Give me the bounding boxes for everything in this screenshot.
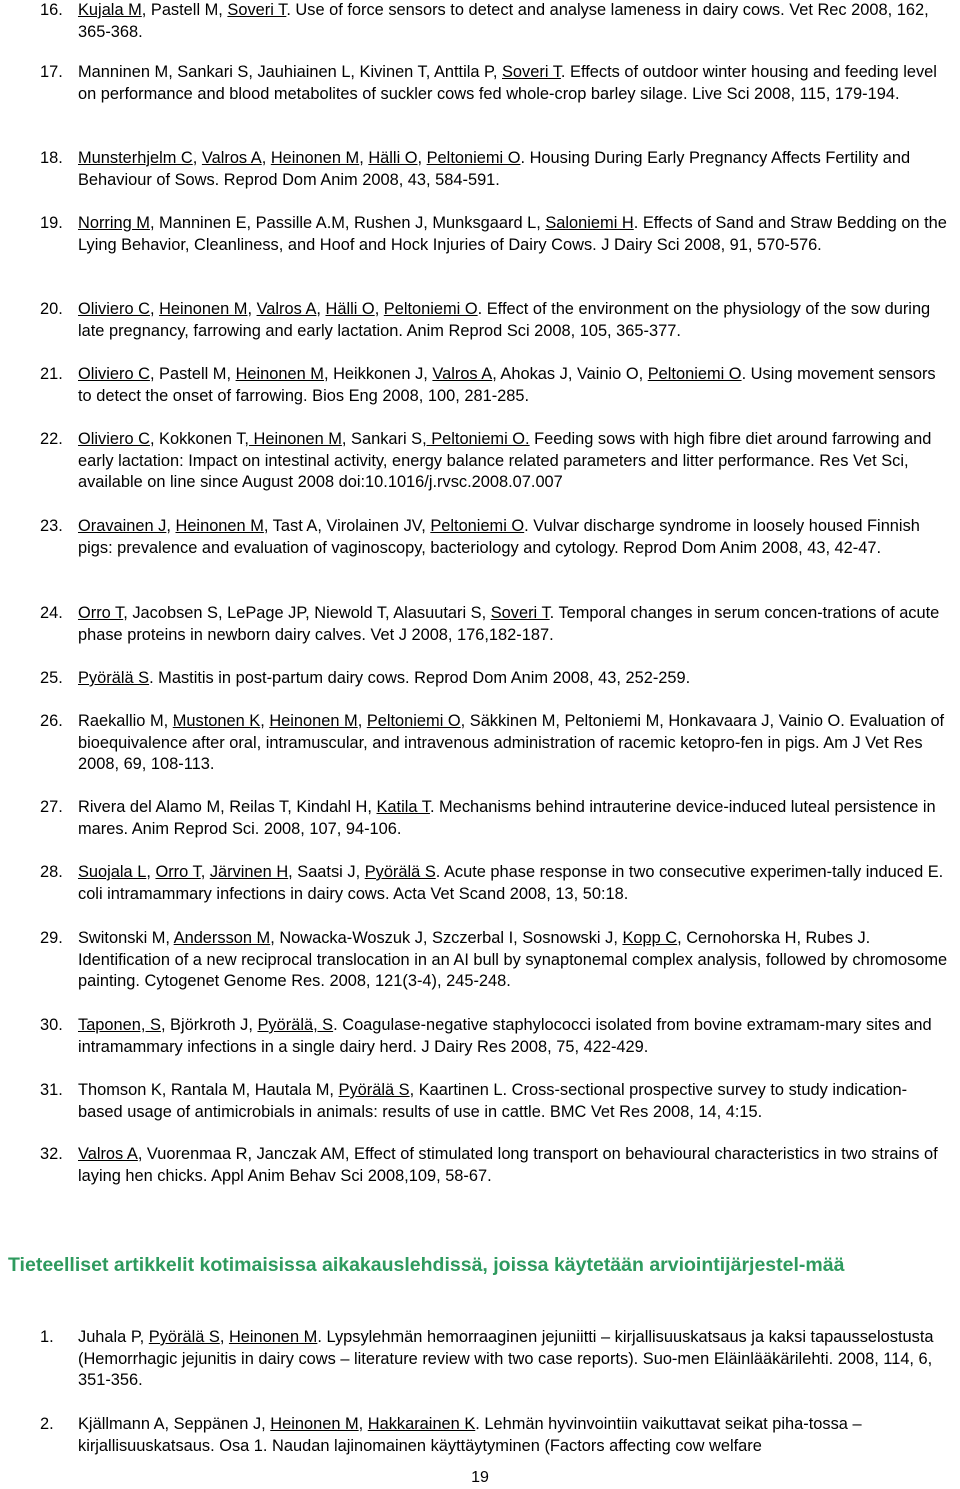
underlined-author: Andersson M <box>173 929 271 947</box>
underlined-author: Taponen, S <box>78 1016 161 1034</box>
reference-text-span: , <box>219 1328 229 1346</box>
underlined-author: Oliviero C <box>78 430 150 448</box>
reference-text-span: . Vulvar discharge syndrome in loosely housed Finnish pigs: prevalence and evaluation of vaginoscopy, bacteriology and cytology. Reprod Dom Anim 2008, 43, 42-47. <box>78 517 920 557</box>
underlined-author: Valros A <box>432 365 493 383</box>
underlined-author: Heinonen M <box>175 517 264 535</box>
reference-text <box>78 62 948 105</box>
reference-text-span: . Using movement sensors to detect the onset of farrowing. Bios Eng 2008, 100, 281-285. <box>78 365 936 405</box>
reference-text-span: , <box>358 1415 368 1433</box>
reference-text <box>78 603 948 646</box>
underlined-author: Valros A <box>201 149 262 167</box>
underlined-author: , Peltoniemi O. <box>422 430 530 448</box>
reference-text <box>78 148 948 191</box>
reference-text <box>78 928 948 993</box>
underlined-author: Pyörälä S <box>338 1081 410 1099</box>
reference-text-span: . Acute phase response in two consecutive experimen-tally induced E. coli intramammary infections in dairy cows. Acta Vet Scand 2008, 13, 50:18. <box>78 863 944 903</box>
reference-text-span: , Manninen E, Passille A.M, Rushen J, Munksgaard L, <box>149 214 546 232</box>
reference-text-span: Feeding sows with high fibre diet around farrowing and early lactation: Impact on intestinal activity, energy balance related parameters and litter performance. Res Vet Sci, available on line since August 2008 doi:10.1016/j.rvsc.2008.07.007 <box>78 430 932 492</box>
reference-text-span: , Nowacka-Woszuk J, Szczerbal I, Sosnowski J, <box>270 929 623 947</box>
reference-text-span: . Temporal changes in serum concen-trations of acute phase proteins in newborn dairy calves. Vet J 2008, 176,182-187. <box>78 604 940 644</box>
reference-text-span: . Housing During Early Pregnancy Affects Fertility and Behaviour of Sows. Reprod Dom Anim 2008, 43, 584-591. <box>78 149 911 189</box>
reference-text-span: Rivera del Alamo M, Reilas T, Kindahl H, <box>78 798 377 816</box>
reference-number: 16. <box>40 1 63 19</box>
reference-number: 2. <box>40 1415 54 1433</box>
reference-text-span: . Lypsylehmän hemorraaginen jejuniitti – kirjallisuuskatsaus ja kaksi tapausselostusta (Hemorrhagic jejunitis in dairy cows – literature review with two case reports). Suo-men Eläinlääkärilehti. 2008, 114, 6, 351-356. <box>78 1328 934 1390</box>
underlined-author: Heinonen M <box>270 1415 359 1433</box>
reference-text-span: . Effects of outdoor winter housing and feeding level on performance and blood metabolites of suckler cows fed whole-crop barley silage. Live Sci 2008, 115, 179-194. <box>78 63 937 103</box>
underlined-author: Pyörälä S <box>78 669 150 687</box>
underlined-author: Heinonen M <box>159 300 248 318</box>
reference-text-span: . Lehmän hyvinvointiin vaikuttavat seikat piha-tossa – kirjallisuuskatsaus. Osa 1. Naudan lajinomainen käyttäytyminen (Factors affecting cow welfare <box>78 1415 862 1455</box>
reference-text-span: , Tast A, Virolainen JV, <box>263 517 431 535</box>
underlined-author: Pyörälä S <box>148 1328 220 1346</box>
reference-text <box>78 0 948 43</box>
reference-text-span: , Heikkonen J, <box>323 365 433 383</box>
underlined-author: Norring M <box>78 214 150 232</box>
underlined-author: Pyörälä, S <box>257 1016 334 1034</box>
underlined-author: Valros A <box>78 1145 138 1163</box>
reference-number: 1. <box>40 1328 54 1346</box>
reference-text-span: Kjällmann A, Seppänen J, <box>78 1415 271 1433</box>
reference-text-span: , Sankari S <box>341 430 423 448</box>
reference-number: 32. <box>40 1145 63 1163</box>
reference-text-span: , <box>261 149 271 167</box>
underlined-author: Soveri T <box>490 604 550 622</box>
reference-text-span: , <box>357 712 367 730</box>
underlined-author: Saloniemi H <box>545 214 634 232</box>
underlined-author: Hälli O <box>325 300 375 318</box>
reference-text <box>78 1144 948 1187</box>
reference-text-span: , Jacobsen S, LePage JP, Niewold T, Alasuutari S, <box>123 604 491 622</box>
underlined-author: Oliviero C <box>78 300 150 318</box>
underlined-author: Pyörälä S <box>364 863 436 881</box>
reference-text-span: . Mechanisms behind intrauterine device-induced luteal persistence in mares. Anim Reprod Sci. 2008, 107, 94-106. <box>78 798 936 838</box>
underlined-author: Peltoniemi O <box>366 712 461 730</box>
underlined-author: Orro T <box>78 604 124 622</box>
underlined-author: Heinonen M <box>228 1328 318 1346</box>
reference-text <box>78 1327 948 1392</box>
reference-number: 27. <box>40 798 63 816</box>
reference-text-span: , <box>146 863 156 881</box>
reference-text <box>78 429 948 494</box>
reference-number: 19. <box>40 214 63 232</box>
reference-number: 31. <box>40 1081 63 1099</box>
underlined-author: Peltoniemi O <box>647 365 742 383</box>
reference-text <box>78 299 948 342</box>
reference-number: 29. <box>40 929 63 947</box>
reference-text-span: , <box>247 300 257 318</box>
underlined-author: , Heinonen M <box>244 430 342 448</box>
reference-text-span: , <box>192 149 202 167</box>
underlined-author: Munsterhjelm C <box>78 149 193 167</box>
reference-text-span: Switonski M, <box>78 929 174 947</box>
reference-number: 26. <box>40 712 63 730</box>
underlined-author: Oliviero C <box>78 365 150 383</box>
reference-number: 23. <box>40 517 63 535</box>
reference-text-span: , Pastell M, <box>149 365 236 383</box>
reference-text-span: , <box>166 517 176 535</box>
reference-text <box>78 213 948 256</box>
reference-text-span: Juhala P, <box>78 1328 149 1346</box>
underlined-author: Soveri T <box>502 63 561 81</box>
reference-text <box>78 1015 948 1058</box>
reference-text-span: , Kokkonen T <box>149 430 245 448</box>
underlined-author: Peltoniemi O <box>430 517 525 535</box>
reference-text-span: , Vuorenmaa R, Janczak AM, Effect of stimulated long transport on behavioural characteristics in two strains of laying hen chicks. Appl Anim Behav Sci 2008,109, 58-67. <box>78 1145 938 1185</box>
underlined-author: Peltoniemi O <box>383 300 478 318</box>
reference-text <box>78 1080 948 1123</box>
reference-number: 22. <box>40 430 63 448</box>
underlined-author: Kopp C <box>622 929 678 947</box>
underlined-author: Soveri T <box>227 1 287 19</box>
reference-text <box>78 1414 948 1457</box>
section-heading: Tieteelliset artikkelit kotimaisissa aikakauslehdissä, joissa käytetään arviointijärjestel-mää <box>8 1254 845 1276</box>
underlined-author: Mustonen K <box>172 712 261 730</box>
reference-text-span: , Björkroth J, <box>160 1016 258 1034</box>
reference-text-span: Raekallio M, <box>78 712 173 730</box>
underlined-author: Valros A <box>256 300 317 318</box>
reference-text-span: , <box>316 300 326 318</box>
reference-text-span: , Säkkinen M, Peltoniemi M, Honkavaara J, Vainio O. Evaluation of bioequivalence after oral, intramuscular, and intravenous administration of racemic ketopro-fen in pigs. Am J Vet Res 2008, 69, 108-113. <box>78 712 945 774</box>
reference-text-span: , Pastell M, <box>141 1 228 19</box>
reference-text-span: . Use of force sensors to detect and analyse lameness in dairy cows. Vet Rec 2008, 162, 365-368. <box>78 1 929 41</box>
underlined-author: Heinonen M <box>269 712 358 730</box>
reference-text <box>78 862 948 905</box>
underlined-author: Orro T <box>155 863 201 881</box>
reference-text <box>78 797 948 840</box>
reference-text-span: Thomson K, Rantala M, Hautala M, <box>78 1081 339 1099</box>
reference-text <box>78 711 948 776</box>
underlined-author: Heinonen M <box>270 149 360 167</box>
reference-number: 20. <box>40 300 63 318</box>
reference-text-span: , <box>417 149 427 167</box>
reference-text-span: , <box>374 300 384 318</box>
reference-text <box>78 668 948 690</box>
reference-text-span: , Kaartinen L. Cross-sectional prospective survey to study indication-based usage of antimicrobials in animals: results of use in cattle. BMC Vet Res 2008, 14, 4:15. <box>78 1081 908 1121</box>
reference-text-span: , <box>200 863 210 881</box>
reference-text-span: , Cernohorska H, Rubes J. Identification of a new reciprocal translocation in an AI bull by synaptonemal complex analysis, followed by chromosome painting. Cytogenet Genome Res. 2008, 121(3-4), 245-248. <box>78 929 948 991</box>
reference-number: 30. <box>40 1016 63 1034</box>
underlined-author: Peltoniemi O <box>426 149 521 167</box>
reference-number: 17. <box>40 63 63 81</box>
underlined-author: Heinonen M <box>235 365 324 383</box>
reference-text-span: . Coagulase-negative staphylococci isolated from bovine extramam-mary sites and intramammary infections in a single dairy herd. J Dairy Res 2008, 75, 422-429. <box>78 1016 932 1056</box>
reference-number: 25. <box>40 669 63 687</box>
reference-text-span: , <box>359 149 369 167</box>
reference-number: 24. <box>40 604 63 622</box>
reference-text-span: Manninen M, Sankari S, Jauhiainen L, Kivinen T, Anttila P, <box>78 63 502 81</box>
page-number: 19 <box>471 1469 489 1486</box>
underlined-author: Kujala M <box>78 1 142 19</box>
underlined-author: Suojala L <box>78 863 147 881</box>
underlined-author: Järvinen H <box>209 863 289 881</box>
reference-text-span: , Ahokas J, Vainio O, <box>492 365 648 383</box>
underlined-author: Hälli O <box>368 149 418 167</box>
reference-text-span: , <box>260 712 270 730</box>
reference-text-span: . Effects of Sand and Straw Bedding on the Lying Behavior, Cleanliness, and Hoof and Hock Injuries of Dairy Cows. J Dairy Sci 2008, 91, 570-576. <box>78 214 947 254</box>
underlined-author: Hakkarainen K <box>367 1415 476 1433</box>
reference-text-span: . Effect of the environment on the physiology of the sow during late pregnancy, farrowing and early lactation. Anim Reprod Sci 2008, 105, 365-377. <box>78 300 931 340</box>
reference-text-span: . Mastitis in post-partum dairy cows. Reprod Dom Anim 2008, 43, 252-259. <box>149 669 691 687</box>
underlined-author: Katila T <box>376 798 430 816</box>
reference-number: 28. <box>40 863 63 881</box>
reference-text-span: , Saatsi J, <box>288 863 365 881</box>
reference-number: 18. <box>40 149 63 167</box>
reference-text <box>78 364 948 407</box>
reference-text <box>78 516 948 559</box>
underlined-author: Oravainen J <box>78 517 167 535</box>
reference-text-span: , <box>149 300 160 318</box>
reference-number: 21. <box>40 365 63 383</box>
